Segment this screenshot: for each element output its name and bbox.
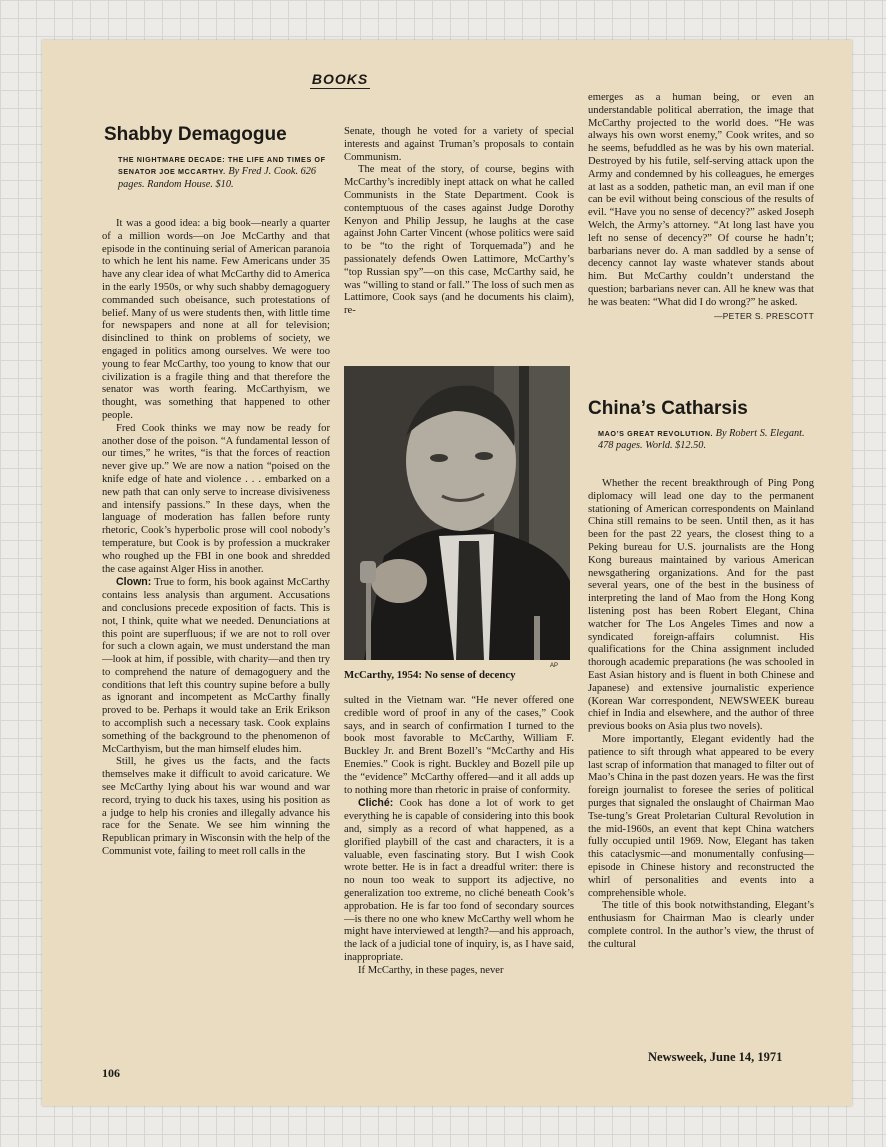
article1-col2-end: If McCarthy, in these pages, never <box>358 964 504 976</box>
article1-column-2-top <box>344 126 574 318</box>
article2-book-info <box>598 428 810 453</box>
article1-signature: —PETER S. PRESCOTT <box>714 310 814 321</box>
photo-caption: McCarthy, 1954: No sense of decency <box>344 669 516 681</box>
article2-book-rest: By Robert S. Elegant. 478 pages. World. $12.50. <box>598 428 805 452</box>
article2-para-3: The title of this book notwithstanding, Elegant’s enthusiasm for Chairman Mao is clearly under complete control. In the author’s view, the thrust of the cultural <box>588 900 814 950</box>
article1-cliche-para <box>344 797 574 964</box>
article1-col2-para-3: sulted in the Vietnam war. “He never offered one credible word of proof in any of the cases,” Cook says, and in search of confirmation I turned to the book most favorable to McCarthy, William F. Buckley Jr. and Brent Bozell’s “McCarthy and His Enemies.” Cook is right. Buckley and Bozell pile up the “evidence” McCarthy offered—and it all adds up to nothing more than rhetoric in praise of conformity. <box>344 695 574 796</box>
article1-book-rest: By Fred J. Cook. 626 pages. Random House. $10. <box>118 166 317 190</box>
article2-para-2: More importantly, Elegant evidently had the patience to sift through what appeared to be every last scrap of information that managed to filter out of Mao’s China in the past dozen years. He was the first foreign journalist to foresee the series of political purges that signaled the onslaught of Chairman Mao Tse-tung’s Great Proletarian Cultural Revolution in the mid-1960s, an event that kept China watchers fully occupied until 1969. Now, Elegant has taken this cataclysmic—and monumentally confusing—episode in Chinese history and reconstructed the whirl of personalities and events into a comprehensible whole. <box>588 733 814 899</box>
article1-col2-para-2: The meat of the story, of course, begins with McCarthy’s incredibly inept attack on what he called Communists in the State Department. Cook is contemptuous of the cases against Judge Dorothy Kenyon and Philip Jessup, he laughs at the case against John Carter Vincent (whose politics were said to be “to the right of Torquemada”) and he passionately defends Owen Lattimore, McCarthy’s “top Russian spy”—on this case, McCarthy said, he was “willing to stand or fall.” The loss of such men as Lattimore, Cook says (and he documents his claim), re- <box>344 164 574 317</box>
article1-para-2: Fred Cook thinks we may now be ready for another dose of the poison. “A fundamental lesson of our times,” he writes, “is that the forces of reaction never give up.” We are now a nation “poised on the knife edge of hate and violence . . . embarked on a new path that can only serve to increase divisiveness and intensify passions.” In these days, when the language of moderation has fallen before runty rhetoric, Cook’s hyperbolic prose will cool nobody’s temperature, but Cook is by profession a muckraker who roughed up the FBI in one book and shredded the case against Alger Hiss in another. <box>102 422 330 575</box>
cliche-text: Cook has done a lot of work to get everything he is capable of considering into this book and, simply as a record of what happened, as a glorified playbill of the cast and characters, it is a valuable, even fascinating story. But I wish Cook wrote better. He is in fact a dreadful writer: there is no noun too weak to support its adjective, no generalization too extreme, no cliché beneath Cook’s approbation. He is far too fond of secondary sources—is there no one who knew McCarthy well whom he might have interviewed at length?—and his approach, the lack of a judicial tone of inquiry, is, as I have said, inappropriate. <box>344 798 574 963</box>
article1-book-caps: THE NIGHTMARE DECADE: THE LIFE AND TIMES OF SENATOR JOE MCCARTHY. <box>118 155 326 177</box>
article1-book-info <box>118 154 328 191</box>
clown-text: True to form, his book against McCarthy contains less analysis than argument. Accusations and conclusions precede exposition of facts. This is not, I think, quite what we needed. Denunciations at this point are superfluous; if we are not to roll over for such a clown again, we must understand the man—look at him, if possible, with charity—and then try to comprehend the nature of demagoguery and the conditions that left this country supine before a bully as ignorant and incompetent as McCarthy finally proved to be. Perhaps it would take an Erik Erikson to accomplish such a necessary task. Cook explains something of the background to the phenomenon of McCarthyism, but the man himself eludes him. <box>102 577 330 755</box>
article1-column-2-bottom <box>344 695 574 978</box>
portrait-illustration <box>344 366 570 660</box>
article1-column-1 <box>102 218 330 859</box>
article2-book-caps: MAO’S GREAT REVOLUTION. <box>598 429 714 438</box>
article1-para-still: Still, he gives us the facts, and the facts themselves make it difficult to avoid caricature. We see McCarthy lying about his war wound and war record, trying to duck his taxes, using his position as a judge to help his cronies and illegally advance his race for the Senate. We see him winning the Republican primary in Wisconsin with the help of the Communist vote, failing to meet roll calls in the <box>102 756 330 858</box>
article1-title: Shabby Demagogue <box>104 124 287 145</box>
mccarthy-photo <box>344 366 570 660</box>
article1-clown-para <box>102 576 330 756</box>
article1-para-1: It was a good idea: a big book—nearly a quarter of a million words—on Joe McCarthy and that episode in the continuing serial of American paranoia to which he lent his name. Few Americans under 35 have any clear idea of what McCarthy did to America in the early 1950s, or why such shabby demagoguery commanded such obeisance, such protestations of belief. Many of us were students then, with little time for newspapers and none at all for television; disinclined to think on problems of society, we engaged in politics among ourselves. We were too young to fear McCarthy, too young to know that our civilization is a fragile thing and that therefore the senator was worth fearing. McCarthyism, we thought, was something that happened to other people. <box>102 218 330 421</box>
article1-col3-para: emerges as a human being, or even an understandable political aberration, the image that McCarthy projected to the world does. “He was always his own worst enemy,” Cook writes, and so he seems, befuddled as he was by his own material. Destroyed by his futile, self-serving attack upon the Army and condemned by his colleagues, he emerges at last as a sodden, pathetic man, an evil man if one can be evil without being conscious of the results of evil. “Have you no sense of decency?” asked Joseph Welch, the Army’s attorney. “At long last have you left no sense of decency?” Of course he hadn’t; barbarians never do. A man saddled by a sense of decency cannot lay waste whatever stands about him. But McCarthy couldn’t understand the question; barbarians never can. All he knew was that he was beaten: “What did I do wrong?” he asked. <box>588 92 814 308</box>
article1-column-3 <box>588 92 814 322</box>
article2-para-1: Whether the recent breakthrough of Ping Pong diplomacy will lead one day to the permanent stationing of American correspondents on Mainland China still remains to be seen. Until then, as it has been for the past 22 years, the closest thing to a Peking bureau for U.S. journalists are the Hong Kong bureaus maintained by various American newsgathering organizations. And for the past several years, one of the best in the business of interpreting the land of Mao from the Hong Kong listening post has been Robert Elegant, China watcher for The Los Angeles Times and now a syndicated foreign-affairs columnist. His qualifications for the China assignment included thorough academic preparations (he was schooled in East Asian history and is fluent in both Chinese and Japanese) and extensive journalistic experience (Korean War correspondent, NEWSWEEK bureau chief in India and elsewhere, and the author of three previous books on Asia plus two novels). <box>588 478 814 733</box>
article1-col2-para-1: Senate, though he voted for a variety of special interests and against Truman’s proposals to contain Communism. <box>344 126 574 163</box>
magazine-page <box>42 40 852 1106</box>
cliche-runin: Cliché: <box>358 797 394 810</box>
photo-credit: AP <box>550 663 559 669</box>
magazine-dateline: Newsweek, June 14, 1971 <box>648 1050 783 1064</box>
article2-body <box>588 478 814 951</box>
section-label: BOOKS <box>311 71 369 87</box>
article2-title: China’s Catharsis <box>588 398 748 419</box>
clown-runin: Clown: <box>116 576 152 589</box>
page-number: 106 <box>102 1066 120 1080</box>
